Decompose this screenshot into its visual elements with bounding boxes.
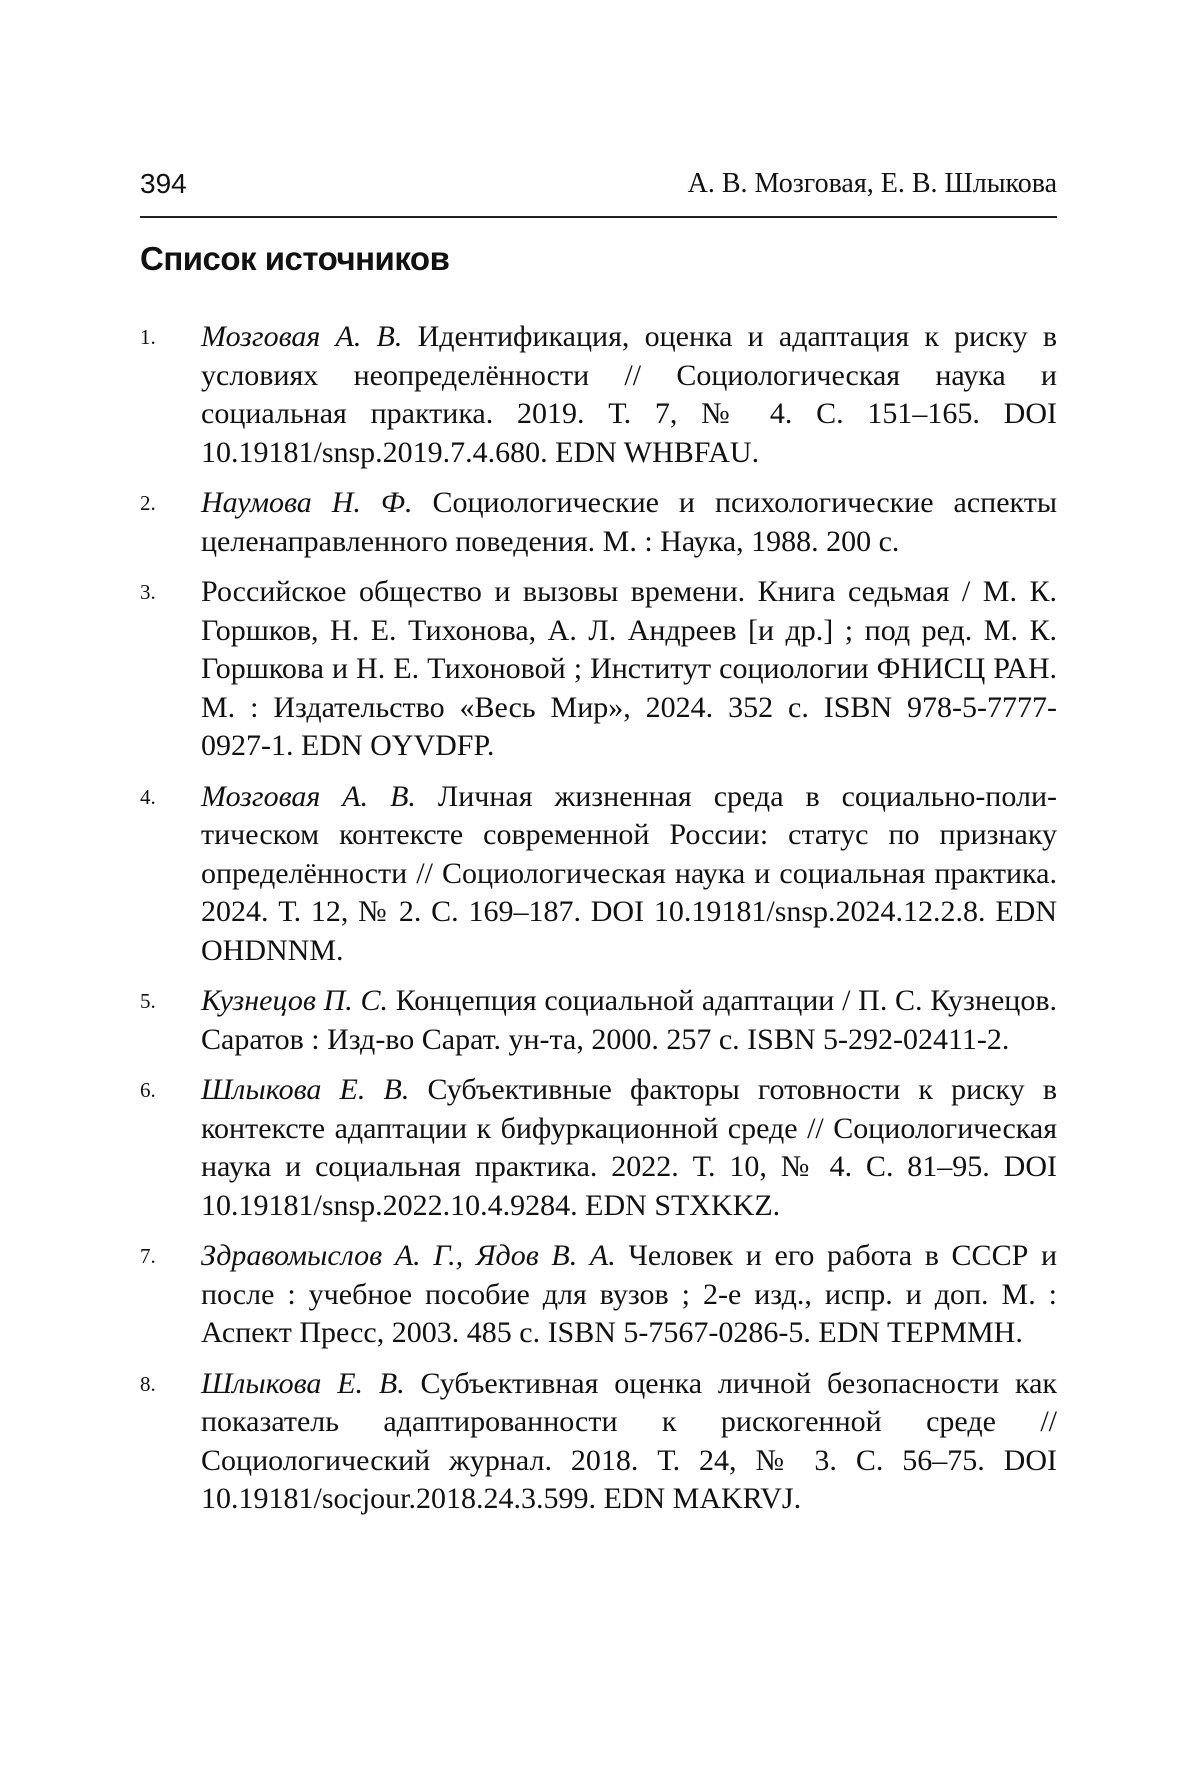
reference-item (140, 573, 1057, 766)
reference-number: 3. (140, 580, 156, 604)
reference-number: 5. (140, 989, 156, 1013)
section-title: Список источников (140, 240, 450, 277)
reference-author: Кузнецов П. С. (201, 984, 388, 1017)
reference-text: Идентификация, оценка и адаптация к риску в условиях неопределённости // Социологическая наука и социальная практика. 2019. Т. 7, № 4. С. 151–165. DOI 10.19181/snsp.2019.7.4.680. EDN WHBFAU. (201, 320, 1057, 469)
reference-author: Здравомыслов А. Г., Ядов В. А. (201, 1239, 616, 1272)
reference-number: 8. (140, 1371, 156, 1396)
reference-number: 4. (140, 784, 156, 809)
reference-text: Человек и его работа в СССР и после : учебное пособие для вузов ; 2-е изд., испр. и доп. М. : Аспект Пресс, 2003. 485 с. ISBN 5-7567-0286-5. EDN TEPMMH. (201, 1239, 1057, 1349)
reference-item (140, 1071, 1057, 1225)
reference-text: Российское общество и вызовы времени. Книга седьмая / М. К. Горшков, Н. Е. Тихонова, А. Л. Андреев [и др.] ; под ред. М. К. Горшкова и Н. Е. Тихоновой ; Институт социологии ФНИСЦ РАН. М. : Издательство «Весь Мир», 2024. 352 с. ISBN 978-5-7777-0927-1. EDN OYVDFP. (201, 575, 1057, 762)
running-head (140, 168, 1057, 218)
reference-list (140, 318, 1057, 1531)
reference-text: Субъективная оценка личной безопасности как показатель адаптированности к рискогенной среде // Социологический журнал. 2018. Т. 24, № 3. С. 56–75. DOI 10.19181/socjour.2018.24.3.599. EDN MAKRVJ. (201, 1366, 1058, 1515)
reference-item (140, 1365, 1057, 1519)
reference-item (140, 982, 1057, 1059)
reference-author: Мозговая А. В. (201, 320, 403, 353)
reference-number: 7. (140, 1244, 156, 1268)
reference-author: Наумова Н. Ф. (201, 486, 413, 519)
reference-number: 2. (140, 491, 156, 515)
reference-item (140, 1237, 1057, 1353)
reference-author: Шлыкова Е. В. (201, 1073, 410, 1106)
running-head-authors: А. В. Мозговая, Е. В. Шлыкова (687, 168, 1057, 199)
reference-text: Личная жизненная среда в социально-политическом контексте современной России: статус по признаку определённости // Социологическая наука и социальная практика. 2024. Т. 12, № 2. С. 169–187. DOI 10.19181/snsp.2024.12.2.8. EDN OHDNNM. (201, 779, 1057, 967)
reference-item (140, 484, 1057, 561)
reference-author: Мозговая А. В. (201, 779, 416, 813)
reference-item (140, 778, 1057, 971)
reference-item (140, 318, 1057, 472)
reference-text: Субъективные факторы готовности к риску в контексте адаптации к бифуркационной среде // Социологическая наука и социальная практика. 2022. Т. 10, № 4. С. 81–95. DOI 10.19181/snsp.2022.10.4.9284. EDN STXKKZ. (201, 1073, 1057, 1222)
reference-number: 6. (140, 1078, 156, 1102)
page-number: 394 (140, 168, 187, 199)
reference-author: Шлыкова Е. В. (201, 1366, 405, 1400)
reference-number: 1. (140, 325, 156, 349)
reference-text: Социологические и психологические аспекты целенаправленного поведения. М. : Наука, 1988. 200 с. (201, 486, 1057, 558)
reference-text: Концепция социальной адаптации / П. С. Кузнецов. Саратов : Изд-во Сарат. ун-та, 2000. 257 с. ISBN 5-292-02411-2. (201, 984, 1057, 1056)
